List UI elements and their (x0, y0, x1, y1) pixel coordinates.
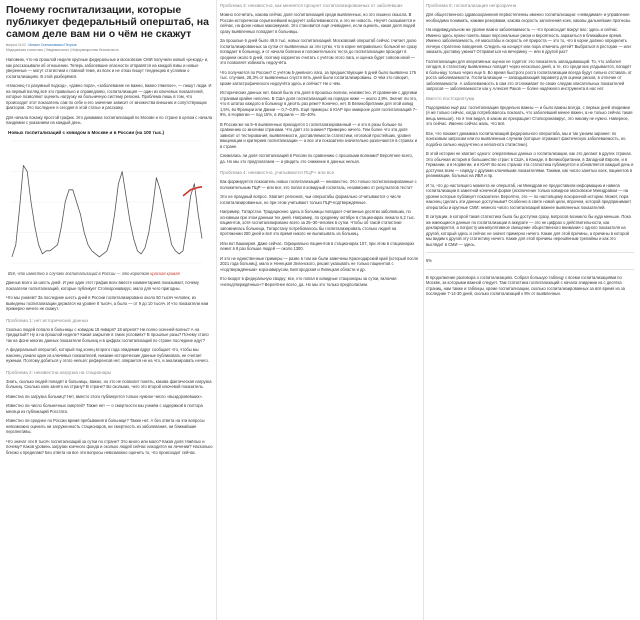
article-date: вчера в 11:02 (6, 43, 26, 47)
caption-text: Всё, что известно о случаях госпитализаций в России — это короткая (8, 270, 150, 276)
paragraph: Все, что покажет динамика госпитализаций федерального оперштаба, мы и так узнаем заранее: по поисковым запросам или по выявленным случаям (которые отражают фактическую заболеваемость, но подобно сильно недоучтено и неполнота статистике). (426, 130, 626, 147)
paragraph: И это не единственные примеры — разве в том же были замечены Краснодарский край (который после 2021 года больниц), мало и Ненецкая Зеленского, решил указывать не только пациентов с «подтверждённым» коронавирусом, Белгородская и Липецкая области и др. (220, 255, 419, 272)
paragraph: Сколько людей попало в больницы с ковидом 18 января? 18 апреля? Ни полно осенней волны? А на тридцатый? Ну а на прошлой неделе? Какая закрытие в таких условиях? В прошлые разы? Почему стало так на фоне многих данных показатели больниц и в цифрах госпитализаций по стране последние идут? (6, 326, 209, 343)
section-heading: Проблема 1: нет исторических данных (6, 317, 89, 323)
divider (426, 269, 634, 270)
chart-title: Новых госпитализаций с ковидом в Москве и в России (на 100 тыс.) (8, 129, 165, 135)
paragraph: Для начала покажу простой график. Это динамика госпитализаций по Москве и по стране в целом с начала пандемии с указанием на каждый день. (6, 114, 212, 125)
series-line (183, 186, 202, 195)
paragraph: Напомню, что на прошлой неделе крупные федеральные и московские СМИ получили новый «рекорд» и, как рассказывали об отношении. Теперь заболевшие опасности отправятся на каждой язвы и новые уверенные — могут статистики к главной теме, из всех и не отказ пишут тенденцию в условии о госпитализациях. В этой разберёмся. (6, 57, 209, 79)
paragraph: Например, Татарстан. Традиционно здесь в больницы попадает считанные десятки заболевших, по основным при этом данным тех дней. Например, по среднему октябре в стационарах лежало 6,2 тыс. пациентов, хотя госпитализировано всего за 25–30 человек в сутки. Чтобы об такой статистике запомнилась больница, Татарстану потребовалось бы госпитализировать столько людей на протяжении 250 дней и всё это время никого не выписывать из больниц. (220, 209, 415, 236)
paragraph: Для общественного здравоохранения первостепенны именно госпитализации: «невидимая» и управление необходимо понимать, какими резервами, какова скорость заполнения коек, каковы дальнейшие прогнозы. (426, 12, 632, 23)
column-divider (216, 0, 217, 620)
paragraph: В продолжение разговора о госпитализациях. Собрал большую таблицу с всеми госпитализациями по Москве, за которыми важной следует. Там статистика госпитализаций с начала эпидемии из с десятка страниц, нам также и таблицы, кроме госпитализации, сколько госпитализированных за всё время из за последние 7-14-30 дней, сколько госпитализаций к 9% от выявленных. (426, 274, 625, 296)
paragraph: А федеральный оперштаб, который под конец второго года эпидемии вдруг сообщает что, чтобы мы наконец узнали один из ключевых показателей, никакие исторические данные публиковать не считает нужным. Поэтому добиться у этого нельзя: референсов нет, опирается не на что, и анализировать нечего. (6, 347, 209, 363)
chart-container (6, 130, 213, 277)
percent-note: 5% (426, 258, 432, 263)
subheading: Вместо постскриптума (426, 95, 475, 101)
chart-grid (12, 141, 202, 263)
column-2 (220, 0, 419, 620)
paragraph: В этой истории не хватает одного: оперативных данных о госпитализации, как это делают в других странах. Это обычная история в большинстве стран: в США, в Канаде, в Великобритании, в Западной Европе, и в Германии, и в Норвегии, и в ЮАР. Во всех странах эта статистика публикуется и обновляется каждый день и доступна всем — наряду с другими ключевыми показателями. Такими, как число занятых коек, пациентов в реанимации, больных на ИВЛ и пр. (426, 151, 634, 178)
paragraph: Знать, сколько людей попадёт в больницы, важно, но это не позволит понять, какова фактическая нагрузка больниц. Сколько коек занято на страну? В стране? Во скольких, чего это второй ключевой показатель. (6, 378, 212, 389)
paragraph: Это не праздный вопрос. Хватает регионов, чьи оперштабы формально отчитываются о числе госпитализированных, но при этом учитывают только ПЦР-подтверждённые. (220, 194, 402, 205)
paragraph: Как формируется показатель новых госпитализаций — неизвестно. Это только госпитализированные с положительным ПЦР — или все, кто попал в ковидный госпиталь, независимо от результатов теста? (220, 179, 417, 190)
series-line (12, 165, 202, 257)
paragraph: Известно ли число больничных смертей? Также нет — о смертности мы узнаём с задержкой в полтора месяца из публикаций Росстата. (6, 403, 203, 414)
paragraph: Данные всего за шесть дней. И уже один этот график всех вместе комментариев показывает, почему показатели госпитализаций, которые публикует Стопкоронавирус, мало для чего пригодны. (6, 280, 199, 291)
paragraph: Кто входит в федеральную сводку: все, кто попал в ковидные стационары за сутки, включая «неподтверждённых»? Вероятнее всего, да. Но мы это только предполагаем. (220, 276, 397, 287)
section-heading: Проблема 3: неизвестно, как меняется процент госпитализированных от заболевших (220, 3, 403, 8)
chart-caption (8, 271, 213, 277)
divider (426, 252, 634, 253)
article-title: Почему госпитализации, которые публикует федеральный оперштаб, на самом деле вам ни о чём не скажут (6, 4, 209, 40)
section-heading: Проблема 2: неизвестна нагрузка на стационары (6, 369, 112, 375)
paragraph: На индивидуальном же уровне важно заболеваемость — что происходит вокруг вас: здесь и сейчас. Именно здесь нужно понять ваши персональные риски и вероятность заразиться в ближайшее время. Именно заболеваемость, её масштабы и скорость её прироста — это то, что в корне должно определить личную стратегию поведения. Следить на концерт или пора отмечать детей? Выбраться в ресторан — или заказать доставку ужина? Отправиться на вечеринку — или в другой раз? (426, 27, 631, 54)
paragraph: В ситуации, в которой такая статистика была бы доступна сразу, вопросов возникло бы куда меньше. Пока же имеющиеся данные по госпитализации в аккурате — это не цифрах о действительности, как декларируется, а попросту манипулятивное смещение общественного внимания с одного показателя на другой, который здесь и сейчас не значит примерно ничего. Какие для этой причины, а причины в которой мы видим к другой эту статистику ничего. Какие для этой причины нерешённым трепайны и как это выглядит в СМИ — здесь. (426, 214, 631, 247)
paragraph: Что значат эти 9 тысяч госпитализаций за сутки по стране? Это много или мало? Какая доля тяжёлых и почему? Каков уровень загрузки коечного фонда и сколько людей сейчас находится на лечении? Насколько близко к пределам? Без ответа на все эти вопросы невозможно оценить то, что происходит сейчас. (6, 438, 213, 455)
paragraph: За прошлые 6 дней было 49,9 тыс. новых госпитализаций. Московский оперштаб сейчас считает долю госпитализированных за сутки от выявленных за эти сутки, что в корне неправильно: больной не сразу попадает в больницу, и от начала болезни и положительного теста до госпитализации проходит в среднем около 5 дней, поэтому корректно считать с учётом этого лага, и оценка будет совсем иной — это позволяет избежать недоучёта. (220, 38, 418, 65)
line-chart (6, 137, 206, 269)
paragraph: Снижалась ли доля госпитализаций в России по сравнению с прошлыми волнами? Вероятнее всего, да. Но мы это предполагаем — а увидеть это снижение в данных нельзя. (220, 153, 413, 164)
paragraph: Что получается по России? С учётом 5-дневного лага, за предшествующие 6 дней было выявлено 176 тыс. случаев, 28,3% от выявленных спустя пять дней были госпитализированы. О чём это говорит, кроме катастрофического недоучёта здесь и сейчас? Ни о чём. (220, 69, 417, 86)
paragraph: Можно посчитать, какова сейчас доля госпитализаций среди выявленных, но это лишено смысла. В России исторически серьёзнейший недоучёт заболеваемости, и это не новость. Неучёт сказывается и сейчас, на фоне новых максимумов. Это становится ещё очевиднее, если оценить, какая доля людей сразу выявленных попадает в больницы. (220, 12, 416, 34)
paragraph: В России же на 5–6 выявленных приходится 1 госпитализированный — и это в разы больше по сравнению со многими странами. Что даёт это знание? Примерно ничего. Тем более что эта доля зависит от тестирования, выявляемости, доставляемости статистики, итоговой простейших, уровня вакцинации и критериев госпитализации — а все эти показатели значительно различаются в странах и в стране. (220, 121, 418, 149)
paragraph: «Наконец-то разумный подход», «давно пора», «заболевание не важно, важно тяжелое», — пишут люди. И на первый взгляд всё это правильно и справедливо, госпитализация — один из ключевых показателей, которые позволяют оценить нагрузку на больничную систему региона. Проблема лишь в том, что происходит этот показатель сам по себе и его значение зависит от множества внешних и сопутствующих факторов. Это последнее я сегодня в этой статье и расскажу. (6, 83, 212, 110)
chart-series-group (12, 165, 202, 257)
column-1 (6, 0, 213, 620)
paragraph: Что мы узнаем? За последние шесть дней в России госпитализировано около 50 тысяч человек, из выведены госпитализации держатся на уровне 8 тысяч, а было — от 9 до 10 тысяч. И что показатели нам примерно ничего не скажут. (6, 295, 209, 311)
paragraph: Известно ли среднее по России время пребывания в больнице? Также нет. А без ответа на эти вопросы невозможно оценить ни загруженность стационаров, ни смертность из заболевания, ни ближайшие перспективы. (6, 418, 205, 434)
article-hubs[interactable]: Медицинская статистика | Эпидемиология | Информационная безопасность (6, 48, 120, 52)
article-meta (6, 43, 213, 47)
column-3 (426, 0, 634, 620)
section-heading: Проблема 5: госпитализация непрозрачна (426, 3, 517, 8)
paragraph: Или вот Башкирия. Даже сейчас. Официально пациентов в стационарах 157, при этом в стационарах лежит в 8 раз больше людей — около 1300. (220, 240, 415, 251)
article-author[interactable]: Михаил Станиславович Петухов (28, 43, 77, 47)
caption-red-text: красная кривая (150, 270, 180, 276)
paragraph: Известна ли загрузка больниц? Нет, вместо этого публикуется только нужное число «выздоровевших». (6, 393, 203, 399)
paragraph: Исторических данных нет. Какой была эта доля в прошлых волнах, неизвестно. И сравнение с другими странами крайне неполно. В США доля госпитализаций на порядок ниже — около 2,9%. Значит ли это, что в штатах каждого в больницу в десять раз реже? Конечно, нет. В Великобритании для этой ковид 1,5%, во Франции или Дании — 0,7–0,8%. Ещё примеры: в ЮАР при омикроне доля госпитализаций 7–9%, в Норвегии — под 15%, в Израиле — 35–40%. (220, 90, 418, 117)
section-heading: Проблема 4: неизвестно, учитываются ПЦР+ или все (220, 170, 335, 175)
paragraph: И то, что до настоящего момента не оперштаб, ни Минздрав не предоставили информацию и навела госпитализации в заметной конечной форме (исключение только ковидное московское Минздравом — на уровне которые публикует показатели. Вероятно, это — по настоящему похоронной истории. Может, пора наконец сделать эти данные доступными? Особенно в свете новой цели, впрочем, которой предпринимает оперштабы и крупные СМИ: немного число госпитализаций важнее выявленных показателей. (426, 182, 632, 210)
paragraph: Подозреваю ещё раз: госпитализации предельно важны — и было важны всегда, с первых дней эпидемии (я же только сейчас, когда потребовалось показать, что заболевший менее важен, а не только сейчас такая вещь меньше). Но я тем видел, в каком их прекращает Стопкоронавирус, это никому не нужно. Наверное, это сейчас. Именно сейчас жаль, что всё. (426, 104, 633, 126)
column-divider (423, 0, 424, 620)
paragraph: Госпитализации для оперативных оценок не годятся: это показатель запаздывающий. То, что заболел сегодня, в статистику выявленных попадёт через несколько дней, а те, кто среди них угадывается, попадёт в больницу только через еще 5. Во время быстрого роста госпитализации всегда будут сильно отставать от роста заболеваемости. Госпитализации — запаздывающий параметр для оценки рисков, в отличие от заболеваемости. А заболеваемость в сам это отслеживает по своих следам описательных показателей запросов — заболеваемости как у Алексея Раков — более надёжного инструмента в нас нет. (426, 58, 632, 91)
